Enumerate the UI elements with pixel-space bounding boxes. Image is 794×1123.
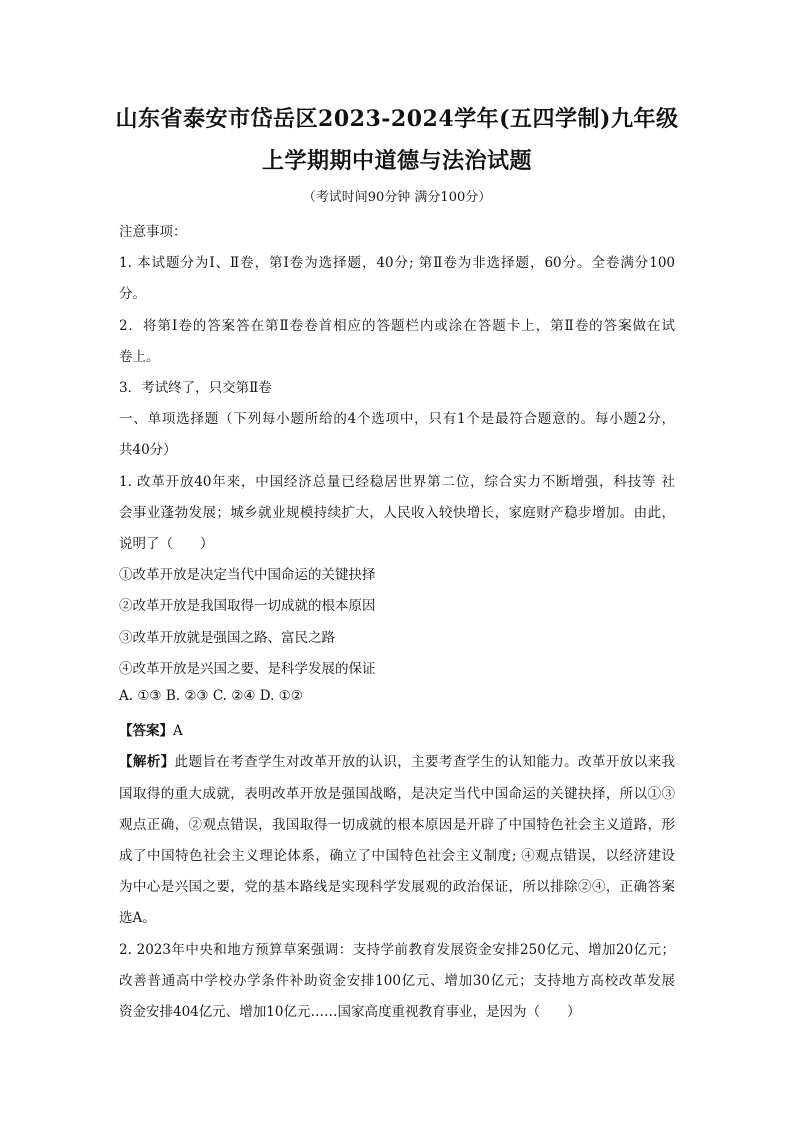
q1-analysis-line6: 选A。	[119, 910, 156, 926]
notes-item3: 3．考试终了，只交第Ⅱ卷	[119, 380, 272, 396]
analysis-text: 此题旨在考查学生对改革开放的认识，主要考查学生的认知能力。改革开放以来我	[174, 754, 676, 770]
analysis-label: 【解析】	[119, 754, 175, 770]
notes-heading: 注意事项：	[119, 224, 187, 240]
section1-heading-line2: 共40分）	[119, 442, 177, 458]
notes-item1-line2: 分。	[119, 286, 146, 302]
exam-title-line2: 上学期期中道德与法治试题	[261, 148, 532, 174]
notes-item2-line1: 2．将第Ⅰ卷的答案答在第Ⅱ卷卷首相应的答题栏内或涂在答题卡上，第Ⅱ卷的答案做在试	[119, 318, 675, 334]
notes-item1-line1: 1. 本试题分为Ⅰ、Ⅱ卷，第Ⅰ卷为选择题，40分; 第Ⅱ卷为非选择题，60分。全卷满分100	[119, 255, 675, 271]
notes-item2-line2: 卷上。	[119, 349, 160, 365]
q1-stem-line2: 会事业蓬勃发展；城乡就业规模持续扩大，人民收入较快增长，家庭财产稳步增加。由此，	[119, 505, 675, 521]
q1-analysis-line5: 为中心是兴国之要，党的基本路线是实现科学发展观的政治保证，所以排除②④，正确答案	[119, 879, 675, 895]
q1-choices: A. ①③ B. ②③ C. ②④ D. ①②	[119, 688, 303, 704]
q2-stem-line3: 资金安排404亿元、增加10亿元……国家高度重视教育事业，是因为（ ）	[119, 1004, 581, 1020]
q1-option-1: ①改革开放是决定当代中国命运的关键抉择	[119, 567, 376, 583]
q1-option-4: ④改革开放是兴国之要、是科学发展的保证	[119, 661, 376, 677]
q1-stem-line1: 1. 改革开放40年来，中国经济总量已经稳居世界第二位，综合实力不断增强，科技等 社	[119, 474, 675, 490]
exam-subtitle: （考试时间90分钟 满分100分）	[302, 190, 492, 205]
q1-option-3: ③改革开放就是强国之路、富民之路	[119, 630, 335, 646]
answer-label: 【答案】	[119, 723, 173, 739]
q1-answer	[119, 719, 183, 739]
exam-title-line1: 山东省泰安市岱岳区2023-2024学年(五四学制)九年级	[115, 106, 679, 132]
section1-heading-line1: 一、单项选择题（下列每小题所给的4个选项中，只有1个是最符合题意的。每小题2分，	[119, 411, 675, 427]
q2-stem-line1: 2. 2023年中央和地方预算草案强调：支持学前教育发展资金安排250亿元、增加20亿元；	[119, 942, 675, 958]
answer-value: A	[173, 723, 183, 739]
q1-analysis-line1	[119, 750, 675, 770]
q1-analysis-line2: 国取得的重大成就，表明改革开放是强国战略，是决定当代中国命运的关键抉择，所以①③	[119, 786, 675, 802]
q1-stem-line3: 说明了（ ）	[119, 536, 214, 552]
q1-analysis-line4: 成了中国特色社会主义理论体系，确立了中国特色社会主义制度; ④观点错误，以经济建设	[119, 848, 675, 864]
q1-option-2: ②改革开放是我国取得一切成就的根本原因	[119, 598, 376, 614]
q2-stem-line2: 改善普通高中学校办学条件补助资金安排100亿元、增加30亿元；支持地方高校改革发展	[119, 973, 675, 989]
q1-analysis-line3: 观点正确，②观点错误，我国取得一切成就的根本原因是开辟了中国特色社会主义道路，形	[119, 817, 675, 833]
